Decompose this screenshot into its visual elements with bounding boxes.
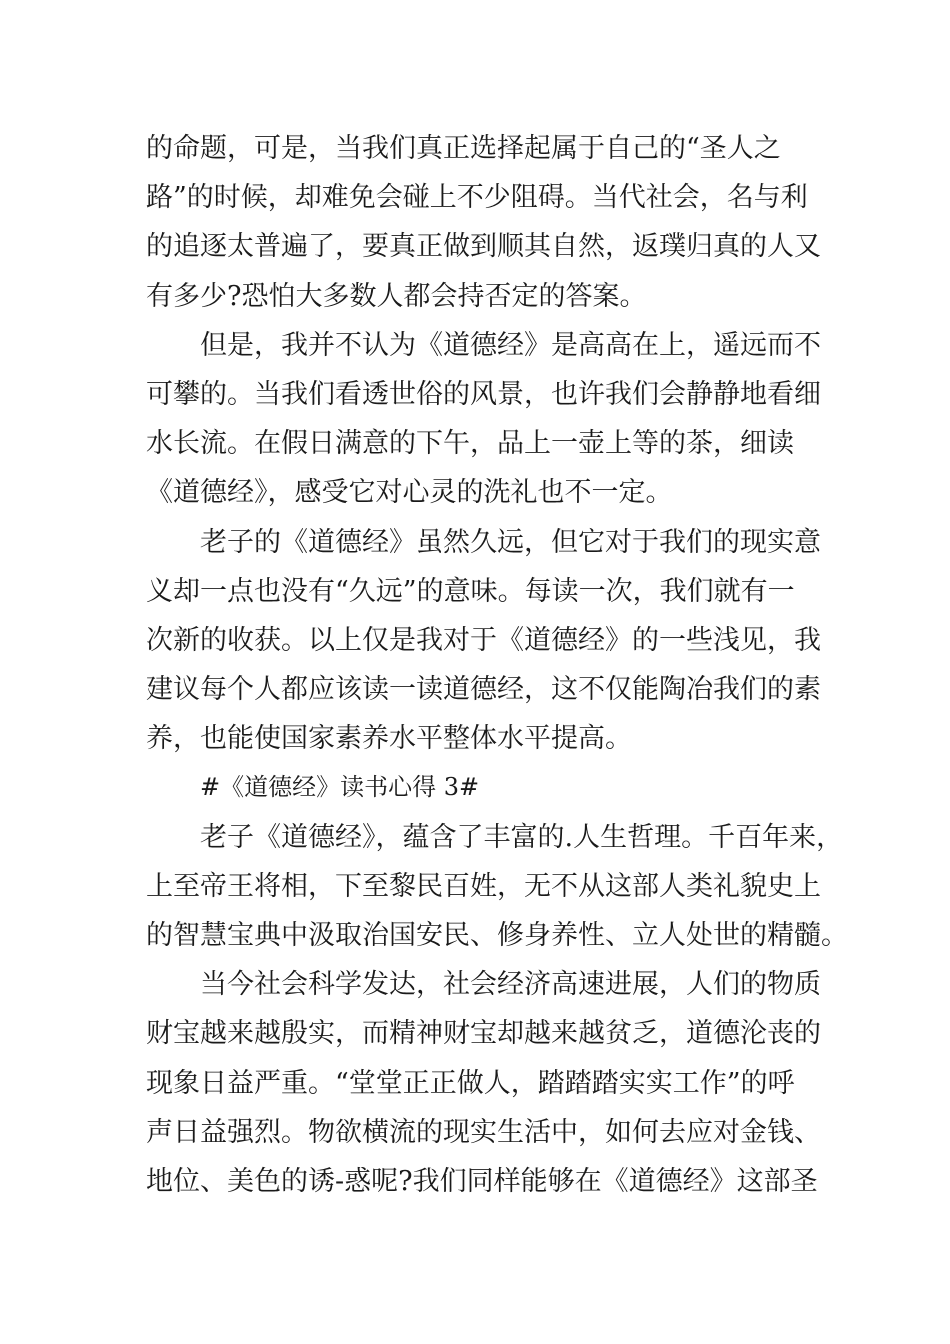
text-line: 地位、美色的诱-惑呢?我们同样能够在《道德经》这部圣 xyxy=(146,1165,818,1197)
text-line: 义却一点也没有“久远”的意味。每读一次，我们就有一 xyxy=(146,575,795,607)
text-line: 的追逐太普遍了，要真正做到顺其自然，返璞归真的人又 xyxy=(146,231,821,263)
text-line: 声日益强烈。物欲横流的现实生活中，如何去应对金钱、 xyxy=(146,1116,821,1148)
paragraph-first-line: 但是，我并不认为《道德经》是高高在上，遥远而不 xyxy=(200,329,821,361)
text-line: 养，也能使国家素养水平整体水平提高。 xyxy=(146,723,632,755)
text-line: 现象日益严重。“堂堂正正做人，踏踏踏实实工作”的呼 xyxy=(146,1067,795,1099)
text-line: 建议每个人都应该读一读道德经，这不仅能陶冶我们的素 xyxy=(146,674,821,706)
text-line: 上至帝王将相，下至黎民百姓，无不从这部人类礼貌史上 xyxy=(146,870,821,902)
text-line: 有多少?恐怕大多数人都会持否定的答案。 xyxy=(146,280,647,312)
paragraph-first-line: 当今社会科学发达，社会经济高速进展，人们的物质 xyxy=(200,969,821,1001)
text-line: 财宝越来越殷实，而精神财宝却越来越贫乏，道德沦丧的 xyxy=(146,1018,821,1050)
paragraph-first-line: 老子《道德经》，蕴含了丰富的.人生哲理。千百年来， xyxy=(200,821,844,853)
text-line: 路”的时候，却难免会碰上不少阻碍。当代社会，名与利 xyxy=(146,182,808,214)
text-line: 的命题，可是，当我们真正选择起属于自己的“圣人之 xyxy=(146,133,781,164)
body-text xyxy=(146,124,848,1206)
text-line: 水长流。在假日满意的下午，品上一壶上等的茶，细读 xyxy=(146,428,794,460)
text-line: 《道德经》，感受它对心灵的洗礼也不一定。 xyxy=(146,477,673,509)
section-heading: #《道德经》读书心得 3# xyxy=(200,773,480,802)
text-line: 可攀的。当我们看透世俗的风景，也许我们会静静地看细 xyxy=(146,378,821,410)
paragraph-first-line: 老子的《道德经》虽然久远，但它对于我们的现实意 xyxy=(200,526,821,558)
text-line: 的智慧宝典中汲取治国安民、修身养性、立人处世的精髓。 xyxy=(146,920,848,951)
text-line: 次新的收获。以上仅是我对于《道德经》的一些浅见，我 xyxy=(146,624,821,656)
